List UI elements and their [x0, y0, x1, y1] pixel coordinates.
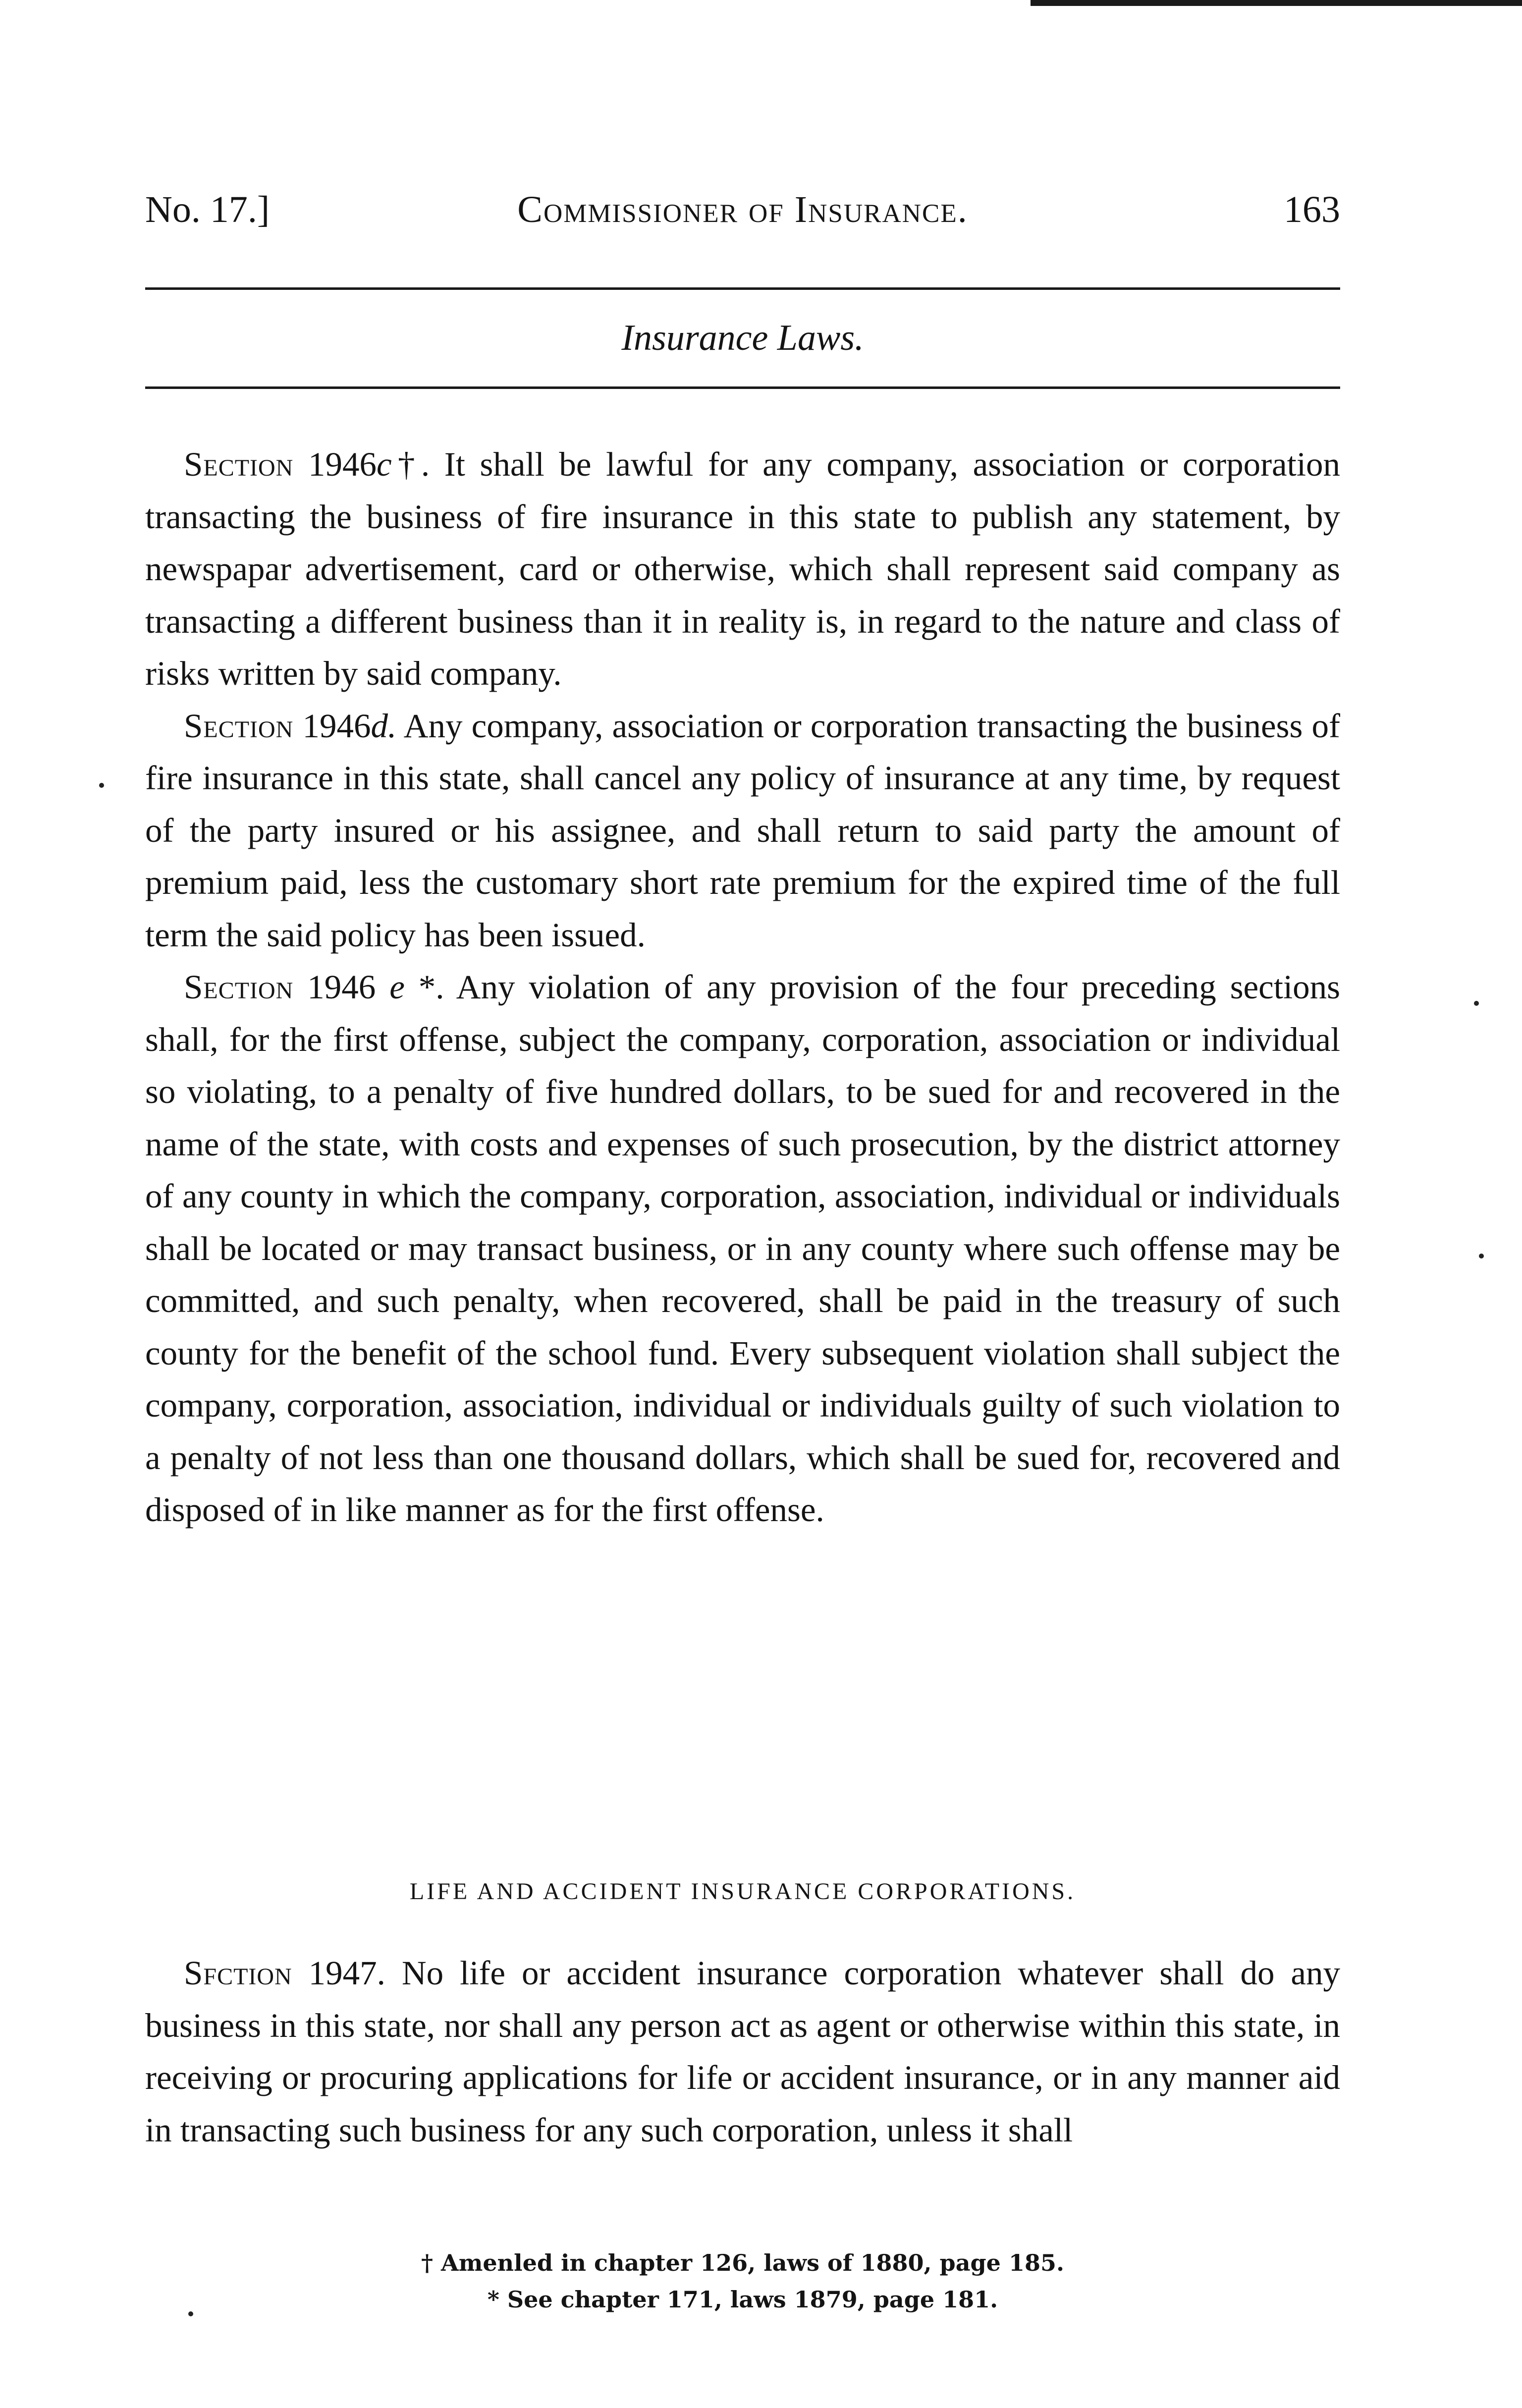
footnotes [145, 2244, 1340, 2318]
section-paragraph-1946d [145, 700, 1340, 962]
section-label: Sfction [184, 1954, 292, 1992]
footnote-mark: *. [418, 968, 444, 1006]
section-suffix: e [389, 968, 405, 1006]
header-rule-top [145, 287, 1340, 290]
top-edge-line [1031, 0, 1522, 6]
subsection-heading: LIFE AND ACCIDENT INSURANCE CORPORATIONS. [409, 1878, 1076, 1905]
section-number: 1946 [308, 445, 377, 483]
section-text: It shall be lawful for any company, association or corporation transacting the business of fire insurance in this state to publish any statement, by newspapar advertisement, card or otherwise, which shall represent said company as transacting a different business than it in reality is, in regard to the nature and class of risks written by said company. [145, 445, 1341, 692]
section-paragraph-1947 [145, 1947, 1340, 2156]
scan-speck [99, 783, 104, 788]
section-number: 1947. [308, 1954, 385, 1992]
scan-speck [188, 2311, 193, 2316]
section-suffix: d. [371, 707, 397, 745]
scan-speck [1474, 1001, 1479, 1006]
section-text: No life or accident insurance corporation whatever shall do any business in this state, nor shall any person act as agent or otherwise within this state, in receiving or procuring applications for life or accident insurance, or in any manner aid in transacting such business for any such corporation, unless it shall [145, 1954, 1341, 2149]
header-rule-bottom [145, 386, 1340, 389]
main-text [145, 438, 1340, 1536]
section-text: Any violation of any provision of the four preceding sections shall, for the first offense, subject the company, corporation, association or individual so violating, to a penalty of five hundred dollars, to be sued for and recovered in the name of the state, with costs and expenses of such prosecution, by the district attorney of any county in which the company, corporation, association, individual or individuals shall be located or may transact business, or in any county where such offense may be committed, and such penalty, when recovered, shall be paid in the treasury of such county for the benefit of the school fund. Every subsequent violation shall subject the company, corporation, association, individual or individuals guilty of such violation to a penalty of not less than one thousand dollars, which shall be sued for, recovered and disposed of in like manner as for the first offense. [145, 968, 1341, 1529]
section-subtitle: Insurance Laws. [621, 318, 864, 358]
section-number: 1946 [307, 968, 376, 1006]
page-header [145, 188, 1340, 238]
scan-speck [1479, 1254, 1484, 1259]
section-label: Section [184, 445, 294, 483]
section-suffix: c [376, 445, 392, 483]
section-paragraph-1946c [145, 438, 1340, 700]
footnote-mark: †. [391, 445, 430, 483]
footnote-dagger: † Amenled in chapter 126, laws of 1880, page 185. [421, 2249, 1065, 2276]
section-label: Section [184, 968, 294, 1006]
section-text: Any company, association or corporation transacting the business of fire insurance in this state, shall cancel any policy of insurance at any time, by request of the party insured or his assignee, and shall return to said party the amount of premium paid, less the customary short rate premium for the expired time of the full term the said policy has been issued. [145, 707, 1340, 954]
section-number: 1946 [302, 707, 371, 745]
page-number: 163 [1284, 189, 1340, 230]
section-1947-text [145, 1947, 1340, 2156]
running-title: Commissioner of Insurance. [517, 189, 968, 230]
section-label: Section [184, 707, 294, 745]
section-paragraph-1946e [145, 961, 1340, 1536]
document-number: No. 17.] [145, 189, 270, 230]
footnote-asterisk: * See chapter 171, laws 1879, page 181. [487, 2286, 998, 2313]
